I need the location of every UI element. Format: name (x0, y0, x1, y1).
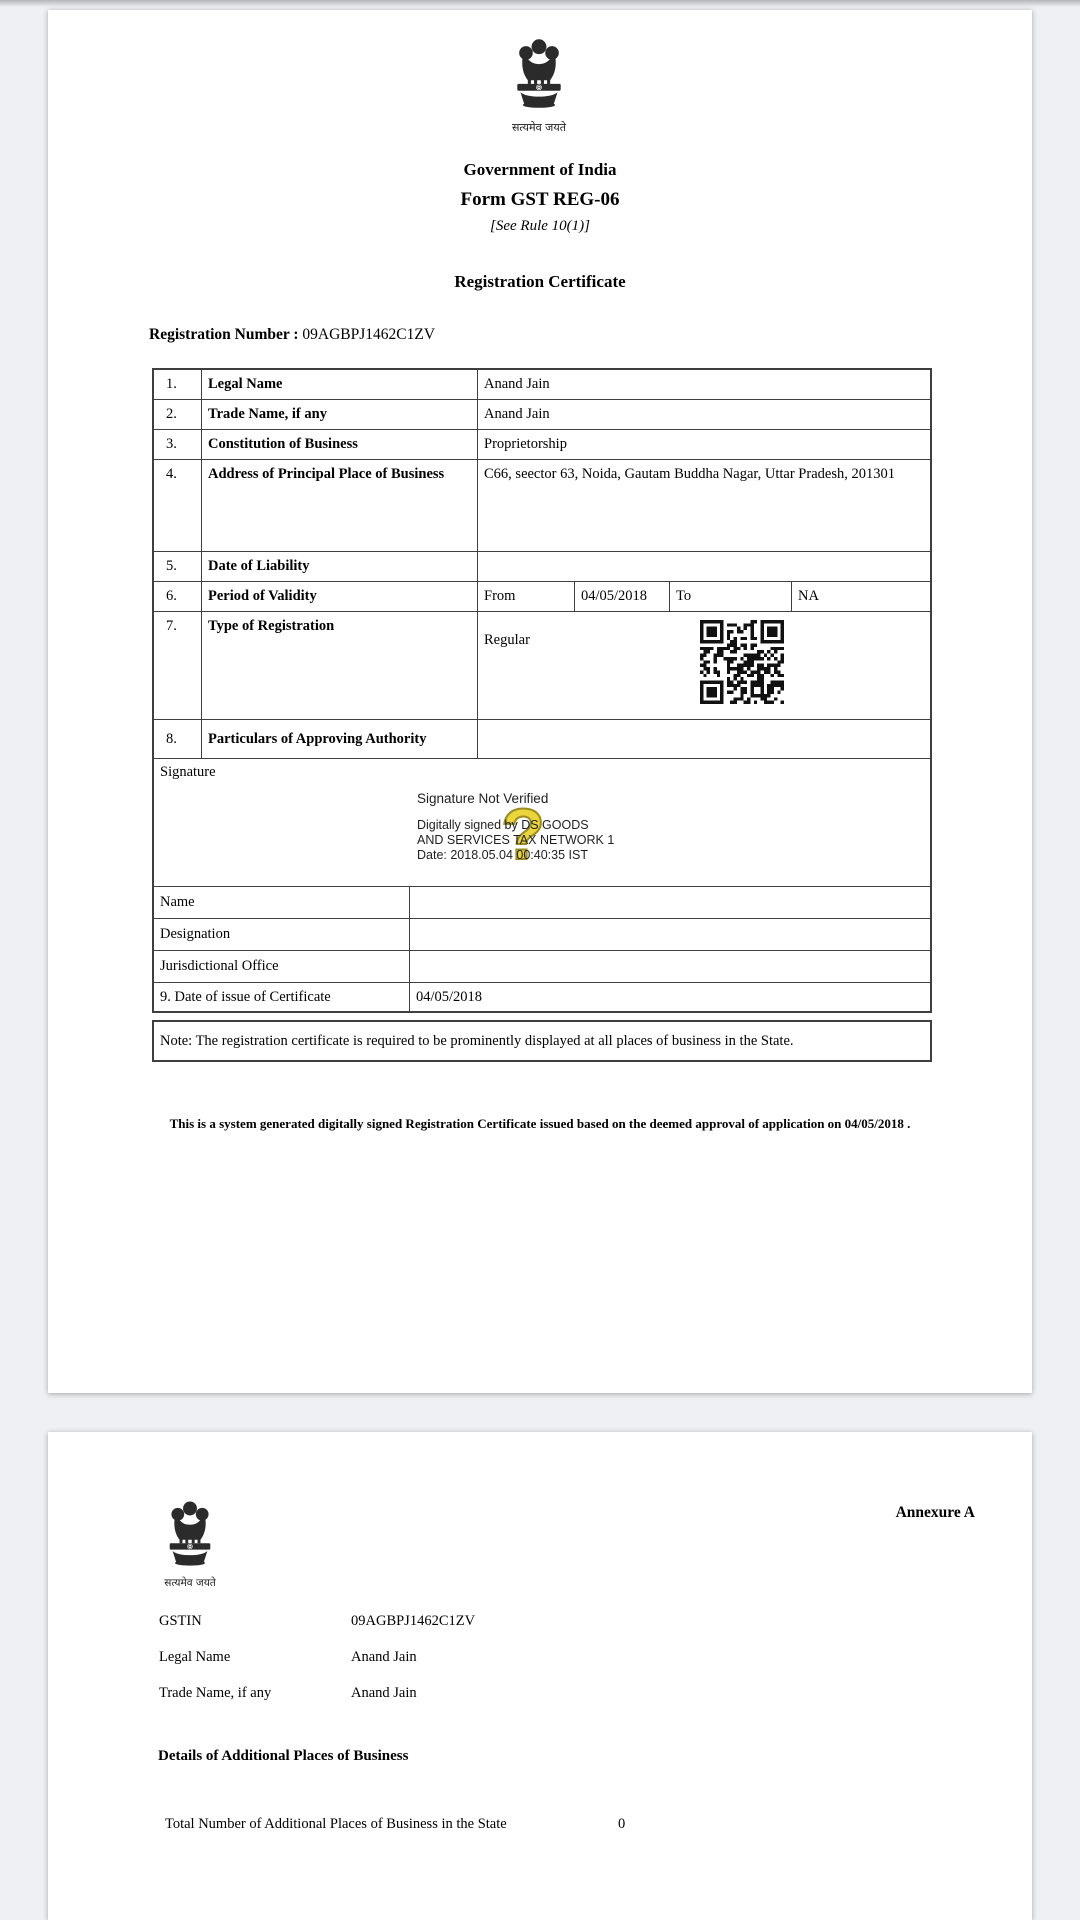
footer-row-value (410, 951, 930, 982)
footer-row-value: 04/05/2018 (416, 988, 483, 1005)
footer-row-jurisdictional-office (154, 951, 930, 983)
registration-number-label: Registration Number : (149, 326, 299, 343)
header-rule-reference: [See Rule 10(1)] (490, 218, 590, 234)
signature-status-text: Signature Not Verified (417, 791, 549, 806)
registration-type-value: Regular (484, 632, 530, 648)
registration-details-table (152, 368, 932, 1013)
table-row-legal-name (154, 370, 930, 400)
validity-to-value: NA (798, 588, 819, 605)
total-additional-places-line (165, 1816, 625, 1833)
certificate-page-1 (48, 10, 1032, 1393)
india-emblem-icon (161, 1494, 219, 1574)
row-value: Anand Jain (484, 376, 550, 393)
footer-row-label: Designation (154, 919, 410, 950)
certificate-title: Registration Certificate (454, 272, 626, 291)
validity-from-label: From (478, 582, 575, 611)
field-legal-name (159, 1649, 475, 1685)
row-number: 7. (154, 612, 202, 719)
signature-row (154, 759, 930, 887)
row-label: Trade Name, if any (202, 400, 478, 429)
footer-row-designation (154, 919, 930, 951)
field-value: 09AGBPJ1462C1ZV (351, 1613, 476, 1629)
emblem-motto-text: सत्यमेव जयते (164, 1577, 216, 1589)
footer-row-label: Jurisdictional Office (154, 951, 410, 982)
total-label: Total Number of Additional Places of Business in the State (165, 1816, 507, 1832)
system-generated-note: This is a system generated digitally signed Registration Certificate issued based on the deemed approval of application on 04/05/2018 . (169, 1116, 911, 1131)
field-gstin (159, 1613, 475, 1649)
row-label: Address of Principal Place of Business (202, 460, 478, 551)
row-value (478, 720, 930, 758)
row-value: Proprietorship (484, 436, 567, 453)
table-row-constitution (154, 430, 930, 460)
header-form-name: Form GST REG-06 (460, 189, 620, 210)
digitally-signed-by-line: Digitally signed by DS GOODS (417, 818, 589, 832)
signer-name-line: AND SERVICES TAX NETWORK 1 (417, 833, 615, 847)
footer-row-date-of-issue (154, 983, 930, 1011)
row-value (478, 612, 930, 719)
qr-code (700, 620, 784, 704)
row-value: Anand Jain (484, 406, 550, 423)
total-value: 0 (618, 1816, 626, 1832)
row-label: Particulars of Approving Authority (202, 720, 478, 758)
row-value: C66, seector 63, Noida, Gautam Buddha Nagar, Uttar Pradesh, 201301 (484, 466, 895, 482)
row-label: Type of Registration (202, 612, 478, 719)
registration-number-value: 09AGBPJ1462C1ZV (302, 326, 436, 343)
annexure-title: Annexure A (895, 1504, 975, 1521)
signature-date-line: Date: 2018.05.04 00:40:35 IST (417, 848, 588, 862)
table-row-date-of-liability (154, 552, 930, 582)
row-number: 5. (154, 552, 202, 581)
row-number: 8. (154, 720, 202, 758)
footer-row-value (410, 887, 930, 918)
field-label: GSTIN (159, 1613, 202, 1629)
header-government-of-india: Government of India (463, 160, 617, 179)
registration-number-line (149, 326, 435, 344)
footer-row-value (410, 919, 930, 950)
row-label: Constitution of Business (202, 430, 478, 459)
row-label: Period of Validity (202, 582, 478, 611)
certificate-page-2-annexure (48, 1432, 1032, 1920)
row-number: 4. (154, 460, 202, 551)
table-row-trade-name (154, 400, 930, 430)
table-row-address (154, 460, 930, 552)
field-trade-name (159, 1685, 475, 1721)
annexure-fields (159, 1613, 475, 1721)
field-label: Legal Name (159, 1649, 231, 1665)
row-number: 1. (154, 370, 202, 399)
table-row-type-of-registration (154, 612, 930, 720)
field-value: Anand Jain (351, 1649, 417, 1665)
additional-places-section-title: Details of Additional Places of Business (158, 1748, 409, 1764)
digital-signature-stamp (417, 785, 747, 875)
signature-not-verified-icon: ? (501, 795, 545, 875)
india-emblem-icon (508, 30, 570, 118)
row-value (478, 552, 930, 581)
validity-to-label: To (670, 582, 792, 611)
footer-row-label: Name (154, 887, 410, 918)
row-label: Date of Liability (202, 552, 478, 581)
row-number: 6. (154, 582, 202, 611)
field-label: Trade Name, if any (159, 1685, 272, 1701)
table-row-period-of-validity (154, 582, 930, 612)
display-note-box: Note: The registration certificate is required to be prominently displayed at all places of business in the State. (152, 1020, 932, 1062)
footer-row-name (154, 887, 930, 919)
emblem-motto-text: सत्यमेव जयते (511, 121, 566, 134)
row-number: 3. (154, 430, 202, 459)
footer-row-label: 9. Date of issue of Certificate (154, 983, 410, 1011)
viewport-top-shadow (0, 0, 1080, 7)
validity-from-date: 04/05/2018 (575, 582, 670, 611)
row-number: 2. (154, 400, 202, 429)
field-value: Anand Jain (351, 1685, 417, 1701)
table-row-approving-authority (154, 720, 930, 759)
row-label: Legal Name (202, 370, 478, 399)
signature-label: Signature (160, 764, 216, 780)
